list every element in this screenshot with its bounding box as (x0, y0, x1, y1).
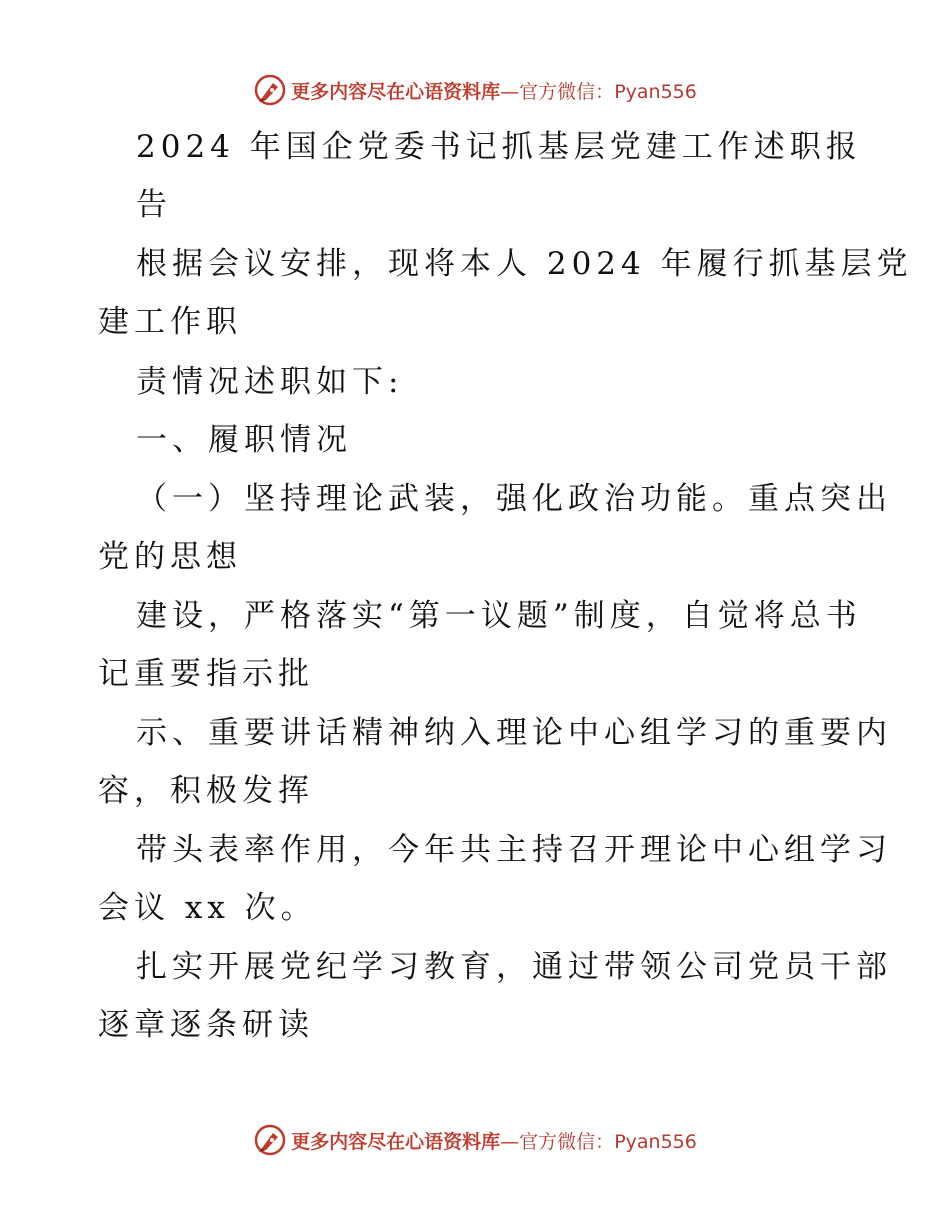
watermark-text: 更多内容尽在心语资料库—官方微信：Pyan556 (291, 1130, 697, 1153)
doc-section-heading: 一、履职情况 (136, 422, 352, 458)
pen-nib-logo-icon (253, 1123, 287, 1157)
doc-line: 建设，严格落实“第一议题”制度，自觉将总书 (136, 598, 862, 634)
doc-title-line-1: 2024 年国企党委书记抓基层党建工作述职报 (136, 129, 862, 165)
doc-line: 责情况述职如下: (136, 364, 404, 400)
doc-line: 容，积极发挥 (98, 773, 314, 809)
doc-line: 根据会议安排，现将本人 2024 年履行抓基层党 (136, 246, 913, 282)
doc-line: 建工作职 (98, 304, 242, 340)
footer-watermark (0, 1120, 950, 1160)
doc-line: 扎实开展党纪学习教育，通过带领公司党员干部 (136, 949, 892, 985)
doc-title-line-2: 告 (136, 187, 172, 223)
doc-line: 党的思想 (98, 539, 242, 575)
doc-line: 会议 xx 次。 (98, 890, 317, 926)
doc-subsection-heading: （一）坚持理论武装，强化政治功能。重点突出 (136, 481, 892, 517)
doc-line: 记重要指示批 (98, 656, 314, 692)
watermark-text: 更多内容尽在心语资料库—官方微信：Pyan556 (291, 80, 697, 103)
doc-line: 示、重要讲话精神纳入理论中心组学习的重要内 (136, 715, 892, 751)
doc-line: 逐章逐条研读 (98, 1007, 314, 1043)
doc-line: 带头表率作用，今年共主持召开理论中心组学习 (136, 832, 892, 868)
